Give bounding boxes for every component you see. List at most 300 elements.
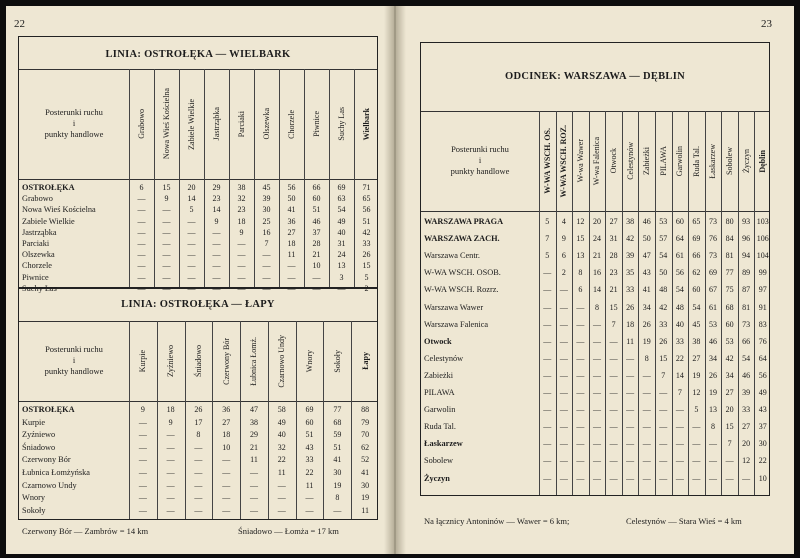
distance-cell: 76: [708, 234, 717, 244]
distance-cell: —: [138, 505, 147, 515]
book-gutter: [384, 6, 406, 554]
station-name: Zabiele Wielkie: [22, 216, 75, 226]
station-name: Grabowo: [22, 194, 53, 204]
distance-cell: —: [609, 353, 618, 363]
distance-cell: —: [138, 442, 147, 452]
station-name: Łubnica Łomżyńska: [22, 468, 90, 477]
column-header-label: Śniadowo: [193, 345, 203, 377]
distance-cell: 29: [212, 183, 221, 192]
distance-cell: 33: [362, 239, 371, 248]
distance-cell: —: [237, 250, 246, 260]
column-header: [254, 71, 279, 177]
distance-cell: 60: [305, 417, 314, 427]
distance-cell: 94: [742, 251, 751, 261]
distance-cell: —: [576, 353, 585, 363]
distance-cell: —: [659, 456, 668, 466]
distance-cell: —: [312, 283, 321, 293]
distance-cell: —: [543, 302, 552, 312]
distance-cell: —: [137, 283, 146, 293]
station-name: Parciaki: [22, 239, 50, 248]
distance-cell: —: [166, 430, 175, 440]
distance-cell: 56: [758, 370, 767, 380]
distance-cell: —: [543, 285, 552, 295]
distance-cell: 59: [333, 430, 342, 440]
column-header-label: Zabieżki: [642, 147, 652, 175]
distance-cell: —: [166, 455, 175, 465]
distance-cell: —: [166, 480, 175, 490]
distance-cell: 15: [576, 234, 585, 244]
corner-label: [19, 107, 129, 140]
distance-cell: —: [675, 473, 684, 483]
distance-cell: —: [222, 468, 231, 477]
distance-cell: 81: [742, 302, 751, 312]
distance-cell: 103: [756, 217, 769, 226]
distance-cell: 12: [576, 217, 585, 226]
distance-cell: —: [559, 302, 568, 312]
distance-cell: —: [725, 456, 734, 466]
distance-cell: 32: [237, 194, 246, 204]
distance-cell: —: [212, 283, 221, 293]
station-name: Piwnice: [22, 272, 49, 282]
distance-cell: 36: [222, 405, 231, 414]
distance-cell: 46: [642, 217, 651, 226]
distance-cell: 97: [758, 285, 767, 295]
distance-cell: 6: [561, 251, 566, 261]
distance-cell: 19: [361, 493, 370, 503]
distance-cell: —: [642, 473, 651, 483]
distance-cell: 77: [333, 405, 342, 414]
table-ostroleka-lapy: [18, 288, 378, 520]
distance-cell: 62: [692, 268, 701, 278]
footnote-left: Na łącznicy Antoninów — Wawer = 6 km;: [424, 516, 570, 526]
distance-cell: 11: [305, 480, 314, 490]
column-header-label: Garwolin: [675, 145, 685, 177]
distance-cell: 39: [626, 251, 635, 261]
distance-cell: 16: [262, 227, 271, 237]
distance-cell: 79: [361, 417, 370, 427]
corner-label-line: i: [72, 355, 76, 365]
distance-cell: —: [543, 336, 552, 346]
distance-cell: 13: [708, 405, 717, 415]
distance-cell: —: [692, 439, 701, 449]
distance-cell: —: [277, 493, 286, 503]
distance-cell: —: [249, 468, 258, 477]
column-header-label: Chorzele: [287, 109, 296, 139]
station-name: Śniadowo: [22, 442, 56, 452]
distance-cell: 45: [692, 319, 701, 329]
distance-cell: 11: [361, 505, 369, 515]
distance-cell: 2: [364, 283, 369, 293]
distance-cell: 8: [578, 268, 583, 278]
distance-cell: 66: [692, 251, 701, 261]
column-header-label: Kurpie: [138, 349, 148, 373]
distance-cell: 5: [364, 272, 369, 282]
column-header: [655, 113, 672, 209]
distance-cell: —: [692, 456, 701, 466]
distance-cell: 26: [642, 319, 651, 329]
distance-cell: 69: [337, 183, 346, 192]
distance-cell: 12: [692, 388, 701, 397]
distance-cell: 84: [725, 234, 734, 244]
distance-cell: 10: [222, 442, 231, 452]
distance-cell: 8: [335, 493, 340, 503]
column-header: [556, 113, 573, 209]
column-header: [204, 71, 229, 177]
column-header-label: Zyźniewo: [166, 345, 176, 377]
distance-cell: 50: [642, 234, 651, 244]
distance-cell: 22: [675, 353, 684, 363]
distance-cell: —: [222, 505, 231, 515]
distance-cell: 43: [642, 268, 651, 278]
column-header: [185, 323, 213, 399]
station-name: Ruda Tal.: [424, 422, 456, 432]
station-name: Zyźniewo: [22, 430, 56, 440]
distance-cell: —: [576, 370, 585, 380]
distance-cell: —: [543, 370, 552, 380]
distance-cell: 14: [592, 285, 601, 295]
distance-cell: —: [187, 239, 196, 248]
distance-cell: —: [576, 302, 585, 312]
distance-cell: —: [194, 442, 203, 452]
distance-cell: 60: [692, 285, 701, 295]
column-header-label: Parciaki: [237, 110, 246, 138]
distance-cell: 70: [361, 430, 370, 440]
distance-cell: 89: [742, 268, 751, 278]
distance-cell: 20: [725, 405, 734, 415]
distance-cell: —: [137, 261, 146, 271]
distance-cell: 11: [277, 468, 286, 477]
distance-cell: —: [659, 439, 668, 449]
distance-cell: 57: [659, 234, 668, 244]
distance-cell: 35: [626, 268, 635, 278]
distance-cell: —: [675, 405, 684, 415]
distance-cell: 37: [758, 422, 767, 432]
distance-cell: —: [138, 417, 147, 427]
distance-cell: —: [692, 473, 701, 483]
distance-cell: —: [212, 239, 221, 248]
distance-cell: 53: [725, 336, 734, 346]
distance-cell: —: [194, 505, 203, 515]
distance-cell: —: [543, 473, 552, 483]
distance-cell: —: [543, 405, 552, 415]
distance-cell: —: [659, 473, 668, 483]
distance-cell: 13: [337, 261, 346, 271]
distance-cell: —: [194, 480, 203, 490]
station-name: Olszewka: [22, 250, 55, 260]
distance-cell: 34: [708, 353, 717, 363]
distance-cell: 65: [692, 217, 701, 226]
page-number: 23: [761, 18, 772, 30]
distance-cell: —: [559, 473, 568, 483]
distance-cell: 34: [642, 302, 651, 312]
distance-cell: 64: [758, 353, 767, 363]
distance-cell: —: [626, 370, 635, 380]
distance-cell: 8: [594, 302, 599, 312]
distance-cell: 51: [312, 205, 321, 215]
distance-cell: —: [137, 250, 146, 260]
distance-cell: 88: [361, 405, 370, 414]
distance-cell: 20: [187, 183, 196, 192]
distance-cell: 41: [361, 468, 370, 477]
column-header: [705, 113, 722, 209]
column-header: [279, 71, 304, 177]
distance-cell: —: [194, 468, 203, 477]
distance-cell: 68: [725, 302, 734, 312]
distance-cell: —: [576, 336, 585, 346]
station-name: Jastrząbka: [22, 227, 57, 237]
distance-cell: —: [187, 216, 196, 226]
distance-cell: 56: [362, 205, 371, 215]
column-header-label: Czarnowo Undy: [277, 334, 287, 388]
distance-cell: —: [675, 439, 684, 449]
corner-label: [421, 144, 539, 177]
distance-cell: 17: [194, 417, 203, 427]
distance-cell: —: [626, 388, 635, 397]
distance-cell: —: [543, 353, 552, 363]
distance-cell: —: [708, 439, 717, 449]
distance-cell: 58: [277, 405, 286, 414]
distance-cell: 10: [758, 473, 767, 483]
distance-cell: 54: [692, 302, 701, 312]
column-header: [354, 71, 379, 177]
distance-cell: 22: [277, 455, 286, 465]
distance-cell: —: [543, 439, 552, 449]
distance-cell: 51: [333, 442, 342, 452]
station-name: Suchy Las: [22, 283, 57, 293]
distance-cell: 13: [576, 251, 585, 261]
column-header-label: Wielbark: [362, 107, 371, 141]
distance-cell: 81: [725, 251, 734, 261]
distance-cell: 48: [675, 302, 684, 312]
distance-cell: 7: [611, 319, 616, 329]
column-header-label: PILAWA: [658, 146, 668, 176]
distance-cell: 22: [305, 468, 314, 477]
distance-cell: —: [592, 405, 601, 415]
distance-cell: —: [138, 430, 147, 440]
distance-cell: 47: [642, 251, 651, 261]
distance-cell: —: [187, 283, 196, 293]
distance-cell: 60: [675, 217, 684, 226]
distance-cell: —: [592, 388, 601, 397]
distance-cell: —: [277, 480, 286, 490]
column-header: [754, 113, 771, 209]
distance-cell: 22: [758, 456, 767, 466]
distance-cell: —: [592, 370, 601, 380]
distance-cell: —: [137, 194, 146, 204]
distance-cell: —: [287, 272, 296, 282]
distance-cell: 73: [708, 217, 717, 226]
distance-cell: —: [287, 261, 296, 271]
station-name: Warszawa Wawer: [424, 302, 484, 312]
station-name: Wnory: [22, 493, 46, 503]
distance-cell: —: [626, 422, 635, 432]
distance-cell: 9: [561, 234, 566, 244]
distance-cell: —: [212, 250, 221, 260]
distance-cell: 5: [545, 217, 550, 226]
distance-cell: 5: [545, 251, 550, 261]
distance-cell: 18: [166, 405, 175, 414]
distance-cell: —: [138, 493, 147, 503]
distance-cell: 23: [212, 194, 221, 204]
column-header: [351, 323, 379, 399]
distance-cell: —: [642, 439, 651, 449]
distance-cell: 25: [262, 216, 271, 226]
distance-cell: 71: [362, 183, 371, 192]
distance-cell: —: [576, 388, 585, 397]
distance-cell: —: [642, 405, 651, 415]
distance-cell: 63: [337, 194, 346, 204]
distance-cell: 14: [212, 205, 221, 215]
distance-cell: —: [249, 480, 258, 490]
distance-cell: —: [287, 283, 296, 293]
header-top-rule: [421, 111, 769, 112]
distance-cell: —: [162, 283, 171, 293]
distance-cell: —: [592, 422, 601, 432]
distance-cell: 49: [758, 388, 767, 397]
distance-cell: —: [559, 456, 568, 466]
page-number: 22: [14, 18, 25, 30]
station-name: Chorzele: [22, 261, 52, 271]
distance-cell: 3: [339, 272, 344, 282]
table-warszawa-deblin: [420, 42, 770, 496]
distance-cell: —: [312, 272, 321, 282]
distance-cell: —: [642, 456, 651, 466]
distance-cell: —: [609, 336, 618, 346]
column-header-label: Grabowo: [137, 109, 146, 139]
column-header: [329, 71, 354, 177]
distance-cell: 21: [312, 250, 321, 260]
station-name: Kurpie: [22, 417, 46, 427]
distance-cell: —: [237, 239, 246, 248]
distance-cell: 26: [626, 302, 635, 312]
distance-cell: —: [626, 439, 635, 449]
distance-cell: —: [237, 272, 246, 282]
distance-cell: 18: [222, 430, 231, 440]
distance-cell: 53: [708, 319, 717, 329]
column-header: [323, 323, 351, 399]
station-name: Warszawa Falenica: [424, 319, 489, 329]
column-header: [605, 113, 622, 209]
distance-cell: 42: [725, 353, 734, 363]
distance-cell: —: [262, 283, 271, 293]
distance-cell: 21: [592, 251, 601, 261]
distance-cell: 38: [237, 183, 246, 192]
distance-cell: 34: [725, 370, 734, 380]
distance-cell: 45: [262, 183, 271, 192]
header-bottom-rule: [421, 211, 769, 212]
distance-cell: 8: [196, 430, 201, 440]
distance-cell: —: [592, 336, 601, 346]
distance-cell: 7: [661, 370, 666, 380]
distance-cell: 9: [214, 216, 219, 226]
distance-cell: 23: [609, 268, 618, 278]
distance-cell: 76: [758, 336, 767, 346]
footnote-right: Celestynów — Stara Wieś = 4 km: [626, 516, 742, 526]
column-header: [304, 71, 329, 177]
distance-cell: 56: [287, 183, 296, 192]
distance-cell: 47: [249, 405, 258, 414]
distance-cell: —: [277, 505, 286, 515]
column-header: [229, 71, 254, 177]
distance-cell: —: [626, 473, 635, 483]
distance-cell: —: [559, 388, 568, 397]
distance-cell: —: [626, 405, 635, 415]
distance-cell: 30: [758, 439, 767, 449]
distance-cell: 30: [361, 480, 370, 490]
distance-cell: 83: [758, 319, 767, 329]
distance-cell: —: [543, 268, 552, 278]
distance-cell: —: [559, 439, 568, 449]
distance-cell: —: [659, 422, 668, 432]
distance-cell: —: [543, 319, 552, 329]
distance-cell: —: [212, 261, 221, 271]
distance-cell: —: [609, 370, 618, 380]
distance-cell: —: [559, 353, 568, 363]
distance-cell: 9: [239, 227, 244, 237]
distance-cell: —: [559, 422, 568, 432]
distance-cell: —: [592, 439, 601, 449]
right-page: [400, 6, 794, 554]
column-header: [129, 323, 157, 399]
column-header: [212, 323, 240, 399]
distance-cell: 29: [249, 430, 258, 440]
distance-cell: 4: [561, 217, 566, 226]
distance-cell: 33: [626, 285, 635, 295]
station-name: Garwolin: [424, 405, 456, 415]
distance-cell: —: [305, 493, 314, 503]
distance-cell: 11: [287, 250, 296, 260]
station-name: Życzyn: [424, 473, 450, 483]
distance-cell: 51: [362, 216, 371, 226]
distance-cell: 77: [725, 268, 734, 278]
distance-cell: 30: [333, 468, 342, 477]
distance-cell: 67: [708, 285, 717, 295]
distance-cell: 41: [287, 205, 296, 215]
distance-cell: —: [708, 456, 717, 466]
distance-cell: 69: [692, 234, 701, 244]
distance-cell: —: [576, 456, 585, 466]
corner-label-line: Posterunki ruchu: [451, 144, 509, 154]
distance-cell: 60: [312, 194, 321, 204]
column-header-label: W-WA WSCH. OS.: [542, 128, 552, 194]
table-title: LINIA: OSTROŁĘKA — ŁAPY: [121, 299, 275, 310]
distance-cell: 64: [675, 234, 684, 244]
distance-cell: 27: [742, 422, 751, 432]
distance-cell: —: [576, 473, 585, 483]
distance-cell: —: [138, 480, 147, 490]
distance-cell: —: [222, 480, 231, 490]
distance-cell: 2: [561, 268, 566, 278]
distance-cell: 26: [708, 370, 717, 380]
station-name: W-WA WSCH. Rozrz.: [424, 285, 499, 295]
distance-cell: —: [559, 319, 568, 329]
distance-cell: 42: [659, 302, 668, 312]
distance-cell: —: [626, 353, 635, 363]
distance-cell: 9: [168, 417, 173, 427]
distance-cell: 80: [725, 217, 734, 226]
column-header-label: Sobolew: [725, 147, 735, 175]
distance-cell: —: [609, 388, 618, 397]
distance-cell: 38: [692, 336, 701, 346]
distance-cell: —: [675, 422, 684, 432]
distance-cell: 15: [659, 353, 668, 363]
distance-cell: 28: [312, 239, 321, 248]
distance-cell: 51: [305, 430, 314, 440]
distance-cell: —: [137, 216, 146, 226]
distance-cell: 91: [758, 302, 767, 312]
column-header: [157, 323, 185, 399]
distance-cell: —: [262, 250, 271, 260]
